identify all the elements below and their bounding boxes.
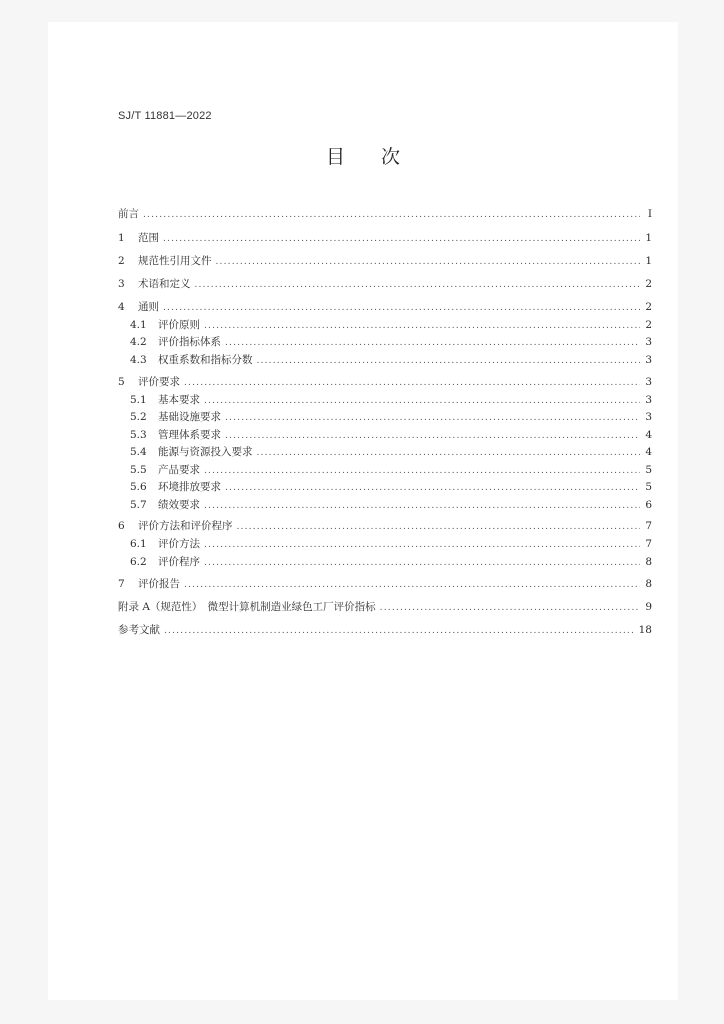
toc-entry-page-number: 9	[645, 601, 652, 613]
toc-entry-title: 绩效要求	[158, 499, 200, 511]
toc-entry-title: 评价报告	[138, 578, 180, 590]
toc-title: 目次	[325, 146, 436, 168]
toc-entry-number: 2	[118, 255, 125, 267]
toc-entry-number: 7	[118, 578, 125, 590]
toc-entry-number: 6	[118, 520, 125, 532]
toc-entry-page-number: 4	[645, 429, 652, 441]
toc-entry[interactable]	[118, 497, 652, 513]
toc-entry-number: 4.3	[130, 354, 147, 366]
toc-dot-leader	[237, 519, 641, 535]
toc-entry-number: 1	[118, 232, 125, 244]
toc-entry-number: 4.2	[130, 336, 147, 348]
toc-dot-leader	[225, 335, 640, 351]
toc-entry-page-number: 8	[645, 578, 652, 590]
toc-dot-leader	[184, 577, 640, 593]
toc-entry-title: 评价指标体系	[158, 336, 221, 348]
toc-dot-leader	[225, 410, 640, 426]
toc-entry-number: 5.4	[130, 446, 147, 458]
toc-entry[interactable]	[118, 462, 652, 478]
toc-entry-title: 能源与资源投入要求	[158, 446, 253, 458]
toc-entry-number: 5.5	[130, 464, 147, 476]
toc-entry[interactable]	[118, 206, 652, 222]
toc-entry-page-number: I	[647, 208, 652, 220]
toc-dot-leader	[380, 600, 640, 616]
toc-entry-page-number: 1	[645, 232, 652, 244]
toc-entry-page-number: 3	[645, 354, 652, 366]
toc-entry[interactable]	[118, 576, 652, 592]
toc-entry-page-number: 2	[645, 319, 652, 331]
toc-entry[interactable]	[118, 374, 652, 390]
toc-entry-page-number: 3	[645, 394, 652, 406]
toc-entry-page-number: 4	[645, 446, 652, 458]
toc-entry-number: 5.2	[130, 411, 147, 423]
toc-entry-title: 评价程序	[158, 556, 200, 568]
toc-entry[interactable]	[118, 409, 652, 425]
toc-entry-title: 基础设施要求	[158, 411, 221, 423]
toc-entry[interactable]	[118, 352, 652, 368]
toc-entry-title: 评价原则	[158, 319, 200, 331]
toc-entry-title: 前言	[118, 208, 139, 220]
toc-entry-page-number: 3	[645, 411, 652, 423]
toc-entry-title: 权重系数和指标分数	[158, 354, 253, 366]
toc-entry-number: 5.6	[130, 481, 147, 493]
toc-dot-leader	[164, 623, 635, 639]
toc-entry-title: 附录 A（规范性） 微型计算机制造业绿色工厂评价指标	[118, 601, 376, 613]
toc-dot-leader	[195, 277, 641, 293]
toc-entry-number: 5.7	[130, 499, 147, 511]
toc-entry[interactable]	[118, 599, 652, 615]
toc-entry[interactable]	[118, 392, 652, 408]
toc-entry-number: 5.3	[130, 429, 147, 441]
toc-entry-page-number: 3	[645, 336, 652, 348]
toc-entry-page-number: 5	[645, 464, 652, 476]
toc-entry-title: 产品要求	[158, 464, 200, 476]
toc-entry-title: 参考文献	[118, 624, 160, 636]
toc-dot-leader	[163, 231, 640, 247]
toc-entry[interactable]	[118, 427, 652, 443]
toc-dot-leader	[225, 480, 640, 496]
toc-entry-title: 规范性引用文件	[138, 255, 212, 267]
toc-entry-page-number: 2	[645, 301, 652, 313]
toc-entry[interactable]	[118, 518, 652, 534]
toc-entry[interactable]	[118, 444, 652, 460]
toc-entry-title: 环境排放要求	[158, 481, 221, 493]
toc-entry-number: 4.1	[130, 319, 147, 331]
toc-entry-number: 3	[118, 278, 125, 290]
toc-entry-number: 6.2	[130, 556, 147, 568]
toc-entry[interactable]	[118, 299, 652, 315]
toc-entry-page-number: 2	[645, 278, 652, 290]
toc-dot-leader	[184, 375, 640, 391]
toc-dot-leader	[216, 254, 641, 270]
toc-dot-leader	[204, 537, 640, 553]
toc-dot-leader	[257, 445, 641, 461]
toc-entry-page-number: 7	[645, 538, 652, 550]
toc-entry[interactable]	[118, 253, 652, 269]
toc-entry-title: 术语和定义	[138, 278, 191, 290]
toc-entry-number: 5	[118, 376, 125, 388]
toc-entry[interactable]	[118, 536, 652, 552]
toc-entry-number: 5.1	[130, 394, 147, 406]
toc-dot-leader	[257, 353, 641, 369]
toc-entry[interactable]	[118, 622, 652, 638]
toc-entry-page-number: 8	[645, 556, 652, 568]
toc-entry-page-number: 5	[645, 481, 652, 493]
toc-dot-leader	[204, 318, 640, 334]
toc-entry-number: 4	[118, 301, 125, 313]
toc-dot-leader	[204, 555, 640, 571]
toc-dot-leader	[204, 498, 640, 514]
toc-entry-page-number: 3	[645, 376, 652, 388]
toc-entry-title: 评价要求	[138, 376, 180, 388]
toc-entry-page-number: 18	[638, 624, 652, 636]
toc-entry[interactable]	[118, 276, 652, 292]
toc-entry-number: 6.1	[130, 538, 147, 550]
toc-dot-leader	[163, 300, 640, 316]
toc-entry-title: 评价方法和评价程序	[138, 520, 233, 532]
toc-entry-title: 评价方法	[158, 538, 200, 550]
toc-dot-leader	[204, 393, 640, 409]
toc-entry-page-number: 7	[645, 520, 652, 532]
document-page	[48, 22, 678, 1000]
toc-entry-title: 通则	[138, 301, 159, 313]
toc-dot-leader	[225, 428, 640, 444]
toc-entry-title: 范围	[138, 232, 159, 244]
toc-entry[interactable]	[118, 554, 652, 570]
toc-dot-leader	[204, 463, 640, 479]
toc-dot-leader	[143, 207, 640, 223]
document-code: SJ/T 11881—2022	[118, 110, 212, 122]
toc-entry[interactable]	[118, 479, 652, 495]
toc-entry[interactable]	[118, 230, 652, 246]
toc-entry-title: 基本要求	[158, 394, 200, 406]
toc-entry-page-number: 6	[645, 499, 652, 511]
toc-entry-page-number: 1	[645, 255, 652, 267]
toc-entry[interactable]	[118, 334, 652, 350]
toc-entry-title: 管理体系要求	[158, 429, 221, 441]
toc-entry[interactable]	[118, 317, 652, 333]
